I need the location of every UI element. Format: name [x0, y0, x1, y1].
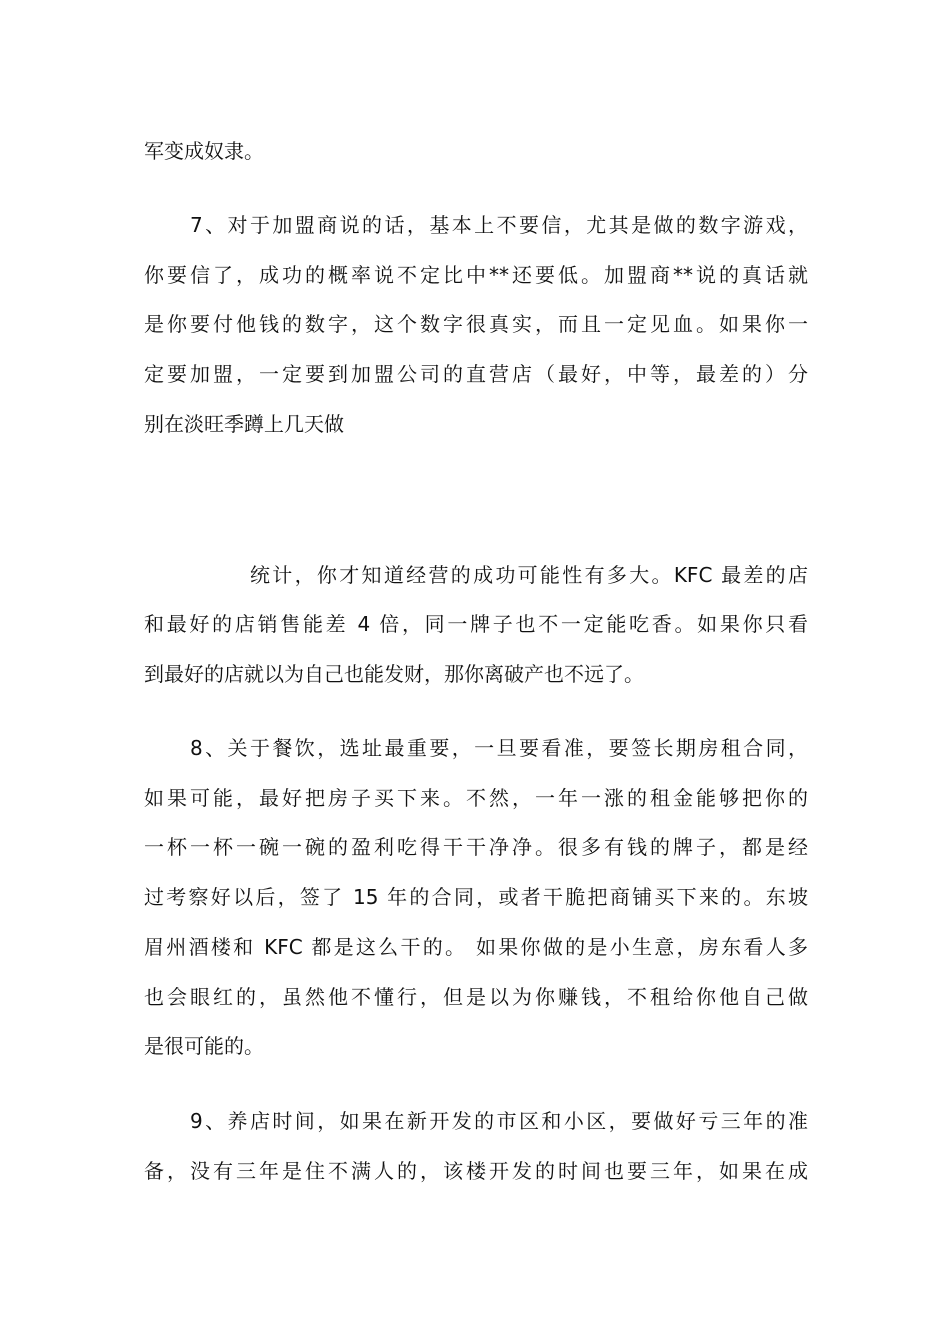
item-9-line-2: 备，没有三年是住不满人的，该楼开发的时间也要三年，如果在成 [144, 1159, 808, 1183]
item-8-line-7: 是很可能的。 [144, 1034, 264, 1058]
item-8-line-4: 过考察好以后，签了 15 年的合同，或者干脆把商铺买下来的。东坡 [144, 885, 808, 909]
item-7-line-5: 别在淡旺季蹲上几天做 [144, 412, 344, 436]
item-7-cont-line-2: 和最好的店销售能差 4 倍，同一牌子也不一定能吃香。如果你只看 [144, 612, 808, 636]
item-9-line-1: 9、养店时间，如果在新开发的市区和小区，要做好亏三年的准 [190, 1109, 808, 1133]
item-7-line-1: 7、对于加盟商说的话，基本上不要信，尤其是做的数字游戏， [190, 213, 808, 237]
item-8-line-3: 一杯一杯一碗一碗的盈利吃得干干净净。很多有钱的牌子，都是经 [144, 835, 808, 859]
item-7-line-2: 你要信了，成功的概率说不定比中**还要低。加盟商**说的真话就 [144, 263, 808, 287]
item-7-cont-line-3: 到最好的店就以为自己也能发财，那你离破产也不远了。 [144, 662, 644, 686]
item-8-line-1: 8、关于餐饮，选址最重要，一旦要看准，要签长期房租合同， [190, 736, 808, 760]
item-8-line-6: 也会眼红的，虽然他不懂行，但是以为你赚钱，不租给你他自己做 [144, 985, 808, 1009]
item-8-line-5: 眉州酒楼和 KFC 都是这么干的。 如果你做的是小生意，房东看人多 [144, 935, 808, 959]
item-7-cont-line-1: 统计，你才知道经营的成功可能性有多大。KFC 最差的店 [250, 563, 808, 587]
paragraph-continuation-line: 军变成奴隶。 [144, 139, 264, 163]
item-8-line-2: 如果可能，最好把房子买下来。不然，一年一涨的租金能够把你的 [144, 786, 808, 810]
item-7-line-3: 是你要付他钱的数字，这个数字很真实，而且一定见血。如果你一 [144, 312, 808, 336]
item-7-line-4: 定要加盟，一定要到加盟公司的直营店（最好，中等，最差的）分 [144, 362, 808, 386]
